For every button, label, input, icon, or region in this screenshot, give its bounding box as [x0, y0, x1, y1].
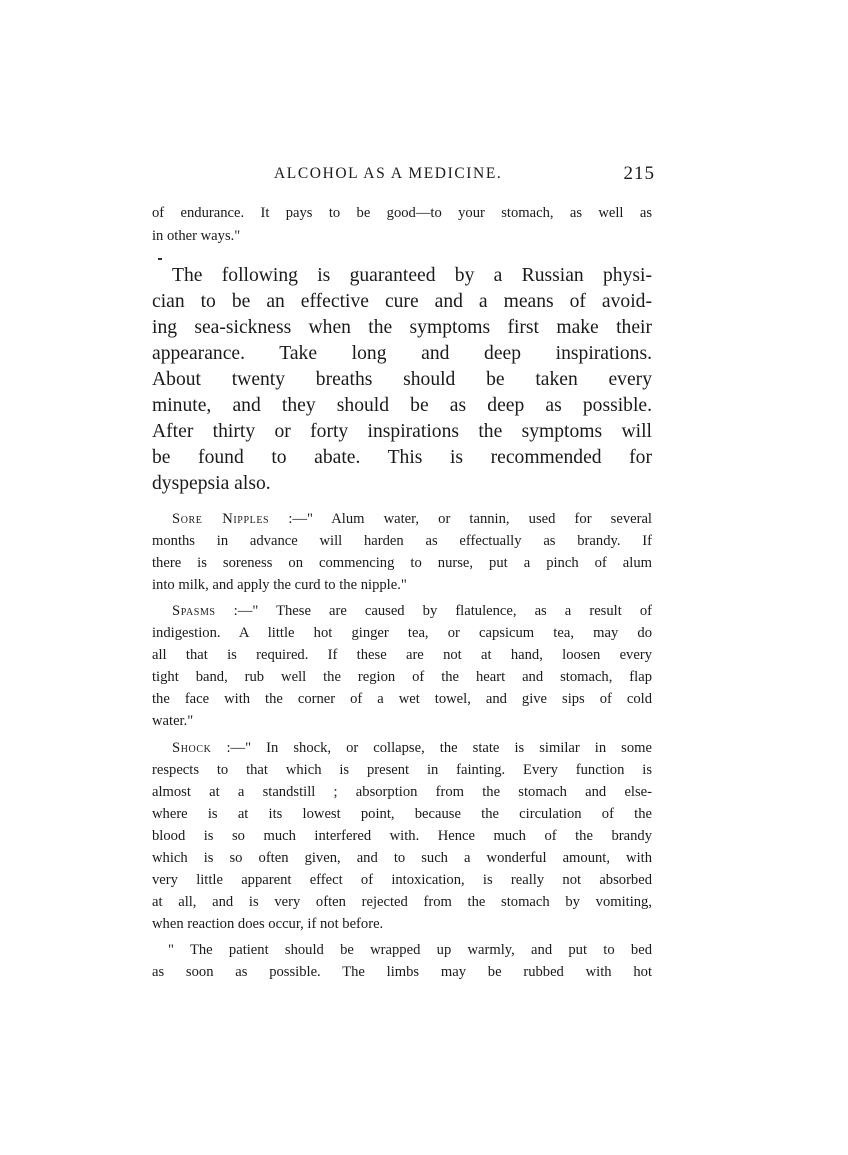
- sore-nipples-heading: Sore Nipples: [172, 511, 270, 527]
- sore-nipples-line-1: [172, 508, 652, 530]
- spasms-line-5: the face with the corner of a wet towel, and give sips of cold: [152, 691, 652, 707]
- running-title: ALCOHOL AS A MEDICINE.: [274, 165, 503, 182]
- shock-heading: Shock: [172, 740, 212, 756]
- patient-line-1: " The patient should be wrapped up warmly, and put to bed: [168, 942, 652, 958]
- sore-nipples-line-2: months in advance will harden as effectually as brandy. If: [152, 533, 652, 549]
- sore-nipples-line-1-text: :—" Alum water, or tannin, used for several: [269, 511, 652, 527]
- spasms-line-6: water.": [152, 713, 194, 729]
- intro-line-2: in other ways.": [152, 228, 241, 244]
- shock-line-5: blood is so much interfered with. Hence much of the brandy: [152, 828, 652, 844]
- shock-line-9: when reaction does occur, if not before.: [152, 916, 384, 932]
- seasickness-line-5: About twenty breaths should be taken every: [152, 369, 652, 390]
- sore-nipples-line-3: there is soreness on commencing to nurse, put a pinch of alum: [152, 555, 652, 571]
- shock-line-1: [172, 737, 652, 759]
- shock-line-6: which is so often given, and to such a wonderful amount, with: [152, 850, 652, 866]
- page-number: 215: [623, 163, 655, 184]
- seasickness-line-4: appearance. Take long and deep inspirations.: [152, 343, 652, 364]
- running-head: [150, 163, 655, 187]
- shock-line-3: almost at a standstill ; absorption from the stomach and else-: [152, 784, 652, 800]
- shock-line-1-text: :—" In shock, or collapse, the state is similar in some: [211, 740, 652, 756]
- intro-line-1: of endurance. It pays to be good—to your stomach, as well as: [152, 205, 652, 221]
- shock-line-4: where is at its lowest point, because the circulation of the: [152, 806, 652, 822]
- spasms-heading: Spasms: [172, 603, 216, 619]
- shock-line-8: at all, and is very often rejected from the stomach by vomiting,: [152, 894, 652, 910]
- shock-line-7: very little apparent effect of intoxication, is really not absorbed: [152, 872, 652, 888]
- seasickness-line-3: ing sea-sickness when the symptoms first make their: [152, 317, 652, 338]
- seasickness-line-1: The following is guaranteed by a Russian physi-: [172, 265, 652, 286]
- spasms-line-1: [172, 600, 652, 622]
- seasickness-line-6: minute, and they should be as deep as possible.: [152, 395, 652, 416]
- seasickness-line-9: dyspepsia also.: [152, 473, 271, 494]
- shock-line-2: respects to that which is present in fainting. Every function is: [152, 762, 652, 778]
- spasms-line-3: all that is required. If these are not at hand, loosen every: [152, 647, 652, 663]
- seasickness-line-2: cian to be an effective cure and a means of avoid-: [152, 291, 652, 312]
- spasms-line-4: tight band, rub well the region of the heart and stomach, flap: [152, 669, 652, 685]
- spasms-line-2: indigestion. A little hot ginger tea, or capsicum tea, may do: [152, 625, 652, 641]
- seasickness-line-7: After thirty or forty inspirations the symptoms will: [152, 421, 652, 442]
- patient-line-2: as soon as possible. The limbs may be rubbed with hot: [152, 964, 652, 980]
- sore-nipples-line-4: into milk, and apply the curd to the nipple.": [152, 577, 407, 593]
- seasickness-line-8: be found to abate. This is recommended for: [152, 447, 652, 468]
- spasms-line-1-text: :—" These are caused by flatulence, as a result of: [215, 603, 652, 619]
- stray-mark: [158, 258, 162, 260]
